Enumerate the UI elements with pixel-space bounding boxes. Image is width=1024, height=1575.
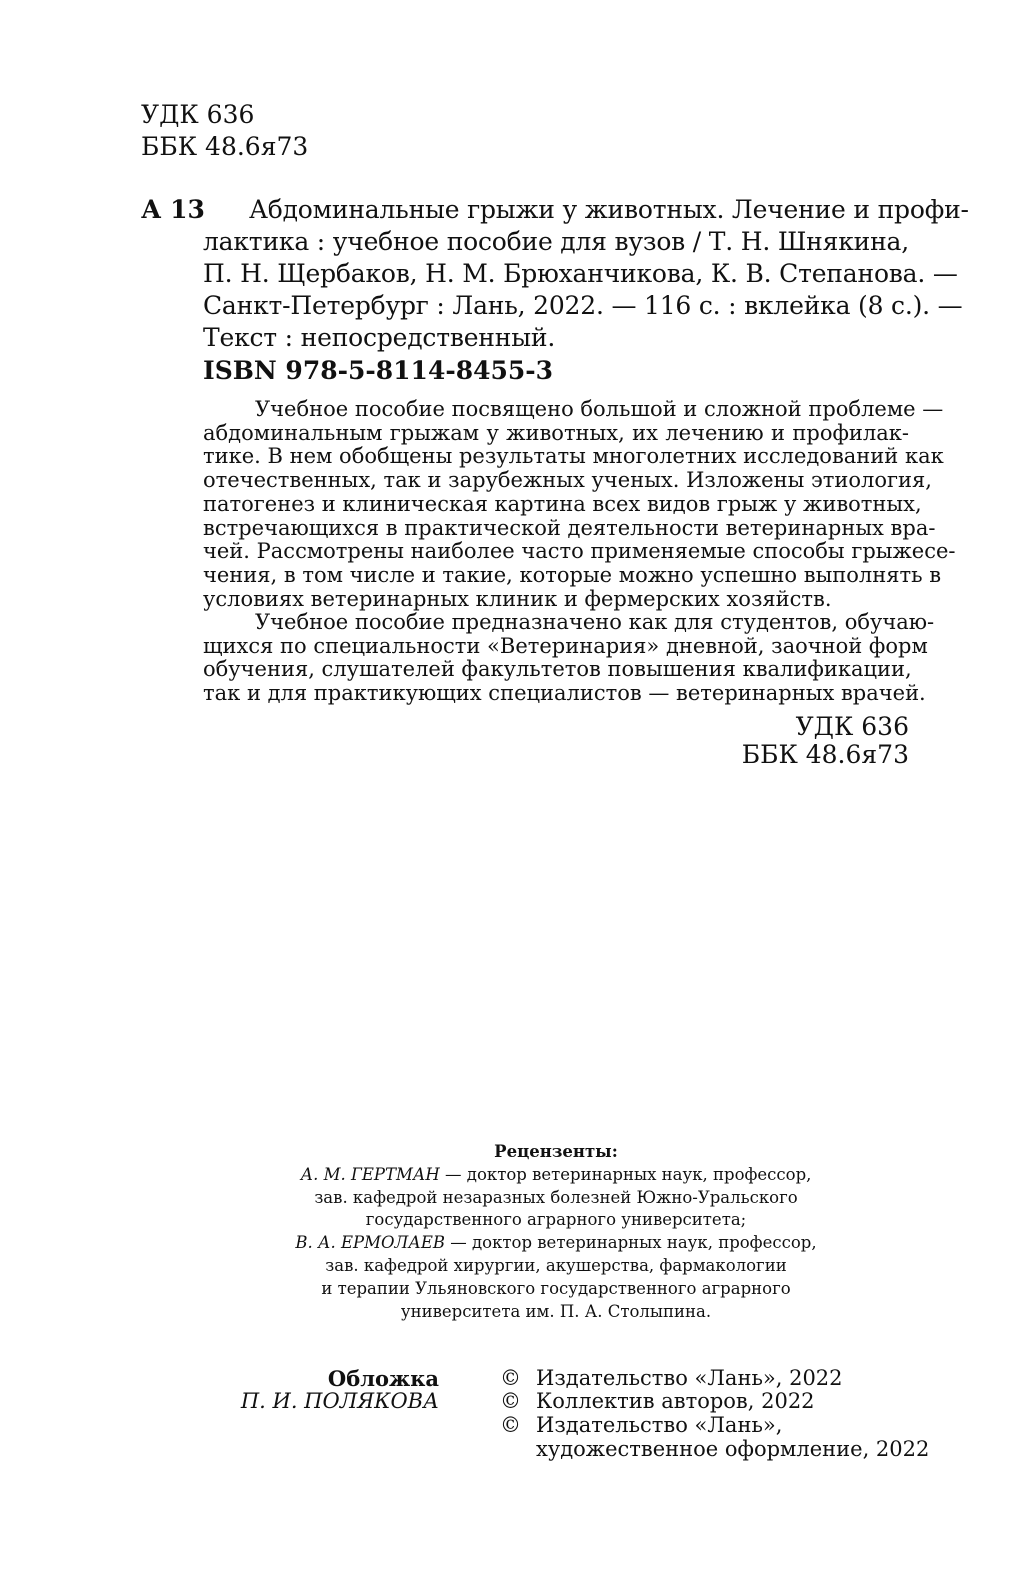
reviewer-1-title: — доктор ветеринарных наук, профессор, <box>439 1164 812 1184</box>
annotation-line: чения, в том числе и такие, которые можно успешно выполнять в <box>203 562 942 587</box>
reviewer-2-line <box>203 1232 909 1255</box>
annotation-line: чей. Рассмотрены наиболее часто применяемые способы грыжесе- <box>203 539 956 564</box>
copyright-text: Издательство «Лань», 2022 <box>536 1366 843 1390</box>
bibliographic-record-continued <box>203 226 963 354</box>
cover-label: Обложка <box>327 1366 439 1391</box>
annotation-line: щихся по специальности «Ветеринария» дневной, заочной форм <box>203 633 928 658</box>
udk-code-bottom: УДК 636 <box>795 712 909 741</box>
reviewer-2-affiliation: и терапии Ульяновского государственного аграрного <box>321 1278 791 1298</box>
record-line: лактика : учебное пособие для вузов / Т. Н. Шнякина, <box>203 227 909 256</box>
copyright-block <box>500 1366 930 1467</box>
annotation-line: встречающихся в практической деятельности ветеринарных вра- <box>203 515 936 540</box>
isbn: ISBN 978-5-8114-8455-3 <box>203 356 554 385</box>
reviewers-block <box>203 1141 909 1323</box>
cover-artist: П. И. ПОЛЯКОВА <box>240 1389 439 1413</box>
reviewer-1-affiliation: государственного аграрного университета; <box>365 1210 747 1230</box>
record-line: Текст : непосредственный. <box>203 323 556 352</box>
annotation-line: так и для практикующих специалистов — ветеринарных врачей. <box>203 681 926 706</box>
reviewer-1-affiliation: зав. кафедрой незаразных болезней Южно-Уральского <box>314 1187 798 1207</box>
record-line: П. Н. Щербаков, Н. М. Брюханчикова, К. В. Степанова. — <box>203 259 958 288</box>
annotation-line: тике. В нем обобщены результаты многолетних исследований как <box>203 444 944 469</box>
annotation-line: Учебное пособие посвящено большой и сложной проблеме — <box>255 397 944 421</box>
reviewer-1-line <box>203 1164 909 1187</box>
annotation-line: условиях ветеринарных клиник и фермерских хозяйств. <box>203 586 832 611</box>
reviewer-2-affiliation: университета им. П. А. Столыпина. <box>400 1301 712 1321</box>
annotation-line: обучения, слушателей факультетов повышения квалификации, <box>203 657 912 682</box>
reviewer-2-name: В. А. ЕРМОЛАЕВ <box>295 1233 445 1253</box>
annotation-line: Учебное пособие предназначено как для студентов, обучаю- <box>255 610 935 634</box>
copyright-icon: © <box>500 1366 521 1390</box>
copyright-icon: © <box>500 1413 521 1437</box>
reviewer-2-affiliation: зав. кафедрой хирургии, акушерства, фармакологии <box>325 1255 787 1275</box>
author-mark: А 13 <box>141 195 205 224</box>
annotation-paragraph-1 <box>203 397 956 611</box>
copyright-icon: © <box>500 1389 521 1413</box>
udk-code-top: УДК 636 <box>141 100 255 129</box>
record-line: Санкт-Петербург : Лань, 2022. — 116 с. : вклейка (8 с.). — <box>203 291 963 320</box>
bbk-code-top: ББК 48.6я73 <box>141 132 309 161</box>
copyright-text: Коллектив авторов, 2022 <box>536 1389 815 1413</box>
bbk-code-bottom: ББК 48.6я73 <box>741 740 909 769</box>
copyright-text: художественное оформление, 2022 <box>536 1437 930 1461</box>
copyright-text: Издательство «Лань», <box>536 1413 783 1437</box>
record-line: Абдоминальные грыжи у животных. Лечение и профи- <box>249 195 969 224</box>
annotation-line: отечественных, так и зарубежных ученых. Изложены этиология, <box>203 468 932 493</box>
reviewers-heading: Рецензенты: <box>494 1142 618 1161</box>
reviewer-2-title: — доктор ветеринарных наук, профессор, <box>445 1233 817 1253</box>
reviewer-1-name: А. М. ГЕРТМАН <box>300 1164 440 1184</box>
annotation-line: абдоминальным грыжам у животных, их лечению и профилак- <box>203 420 909 445</box>
annotation-line: патогенез и клиническая картина всех видов грыж у животных, <box>203 491 922 516</box>
bibliographic-record <box>249 194 969 226</box>
annotation-paragraph-2 <box>203 610 935 706</box>
